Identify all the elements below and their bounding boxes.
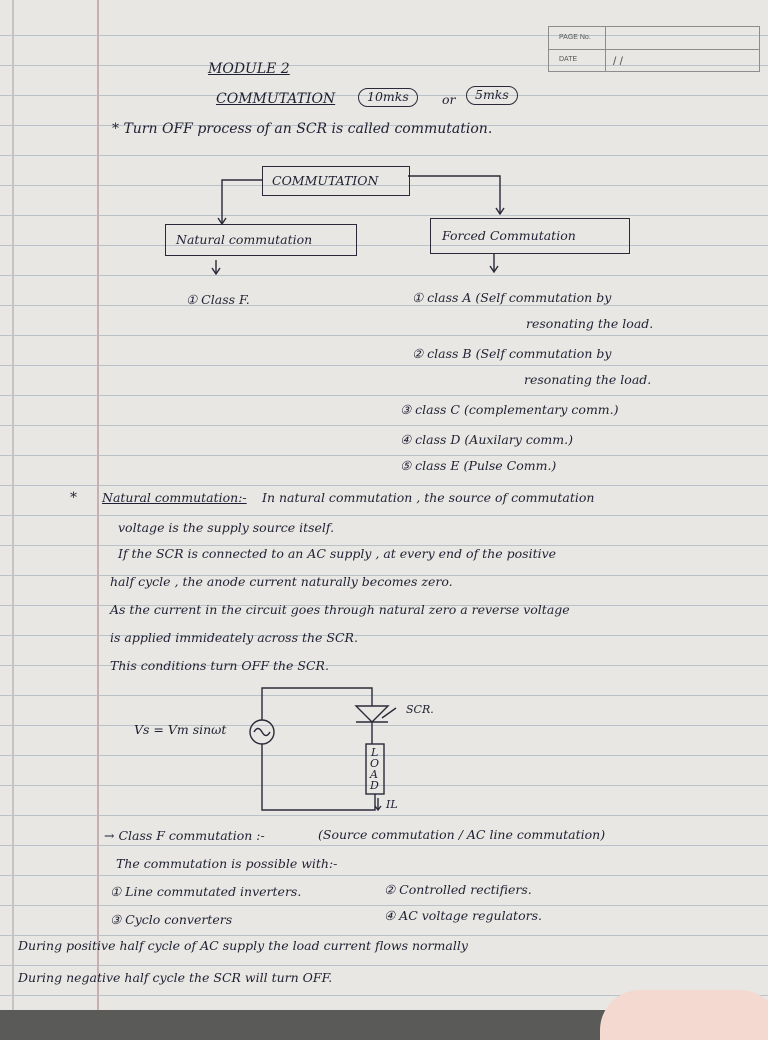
natural-line-3: If the SCR is connected to an AC supply , at every end of the positive bbox=[118, 546, 557, 561]
classf-possible: The commutation is possible with:- bbox=[116, 856, 338, 871]
current-arrow-icon bbox=[375, 798, 381, 810]
finger-thumb bbox=[600, 990, 768, 1040]
natural-line-5: As the current in the circuit goes through natural zero a reverse voltage bbox=[110, 602, 570, 617]
wire-bottom bbox=[262, 744, 375, 810]
natural-item-1: ① Class F. bbox=[186, 292, 250, 307]
load-letter-d: D bbox=[370, 779, 379, 792]
natural-term: Natural commutation:- bbox=[102, 490, 247, 505]
forced-item-2: ② class B (Self commutation by bbox=[412, 346, 612, 361]
natural-line-7: This conditions turn OFF the SCR. bbox=[110, 658, 329, 673]
intro-line: * Turn OFF process of an SCR is called commutation. bbox=[112, 121, 493, 137]
current-label: IL bbox=[386, 798, 398, 811]
natural-line-1: In natural commutation , the source of commutation bbox=[262, 490, 595, 505]
natural-line-4: half cycle , the anode current naturally becomes zero. bbox=[110, 574, 453, 589]
date-label: DATE bbox=[559, 56, 578, 63]
forced-item-4: ④ class D (Auxilary comm.) bbox=[400, 432, 573, 447]
date-value: / / bbox=[613, 54, 624, 68]
load-letter-a: A bbox=[370, 768, 378, 781]
classf-item-2: ② Controlled rectifiers. bbox=[384, 882, 532, 897]
classf-title: → Class F commutation :- bbox=[104, 828, 265, 843]
forced-item-2-cont: resonating the load. bbox=[524, 372, 652, 387]
closing-line-2: During negative half cycle the SCR will turn OFF. bbox=[18, 970, 333, 985]
or-text: or bbox=[442, 92, 456, 107]
module-title: MODULE 2 bbox=[208, 61, 290, 77]
forced-item-1: ① class A (Self commutation by bbox=[412, 290, 612, 305]
scr-thyristor-icon bbox=[356, 706, 388, 722]
commutation-heading: COMMUTATION bbox=[216, 91, 336, 107]
natural-line-2: voltage is the supply source itself. bbox=[118, 520, 335, 535]
root-label: COMMUTATION bbox=[272, 173, 379, 188]
classf-item-4: ④ AC voltage regulators. bbox=[384, 908, 542, 923]
forced-label: Forced Commutation bbox=[442, 228, 576, 243]
natural-star: * bbox=[70, 490, 77, 506]
classf-item-1: ① Line commutated inverters. bbox=[110, 884, 302, 899]
page-no-label: PAGE No. bbox=[559, 34, 591, 41]
forced-item-3: ③ class C (complementary comm.) bbox=[400, 402, 619, 417]
natural-line-6: is applied immideately across the SCR. bbox=[110, 630, 358, 645]
classf-sub: (Source commutation / AC line commutation) bbox=[318, 827, 606, 842]
marks-badge-5: 5mks bbox=[466, 86, 518, 105]
wire-top bbox=[262, 688, 372, 720]
classf-item-3: ③ Cyclo converters bbox=[110, 912, 233, 927]
closing-line-1: During positive half cycle of AC supply the load current flows normally bbox=[18, 938, 468, 953]
natural-label: Natural commutation bbox=[176, 232, 313, 247]
load-letter-l: L bbox=[371, 746, 379, 759]
scr-label: SCR. bbox=[406, 703, 434, 716]
marks-badge-10: 10mks bbox=[358, 88, 418, 107]
load-letter-o: O bbox=[370, 757, 380, 770]
sine-wave-icon bbox=[254, 729, 270, 736]
forced-item-5: ⑤ class E (Pulse Comm.) bbox=[400, 458, 557, 473]
source-label: Vs = Vm sinωt bbox=[134, 722, 227, 737]
forced-item-1-cont: resonating the load. bbox=[526, 316, 654, 331]
